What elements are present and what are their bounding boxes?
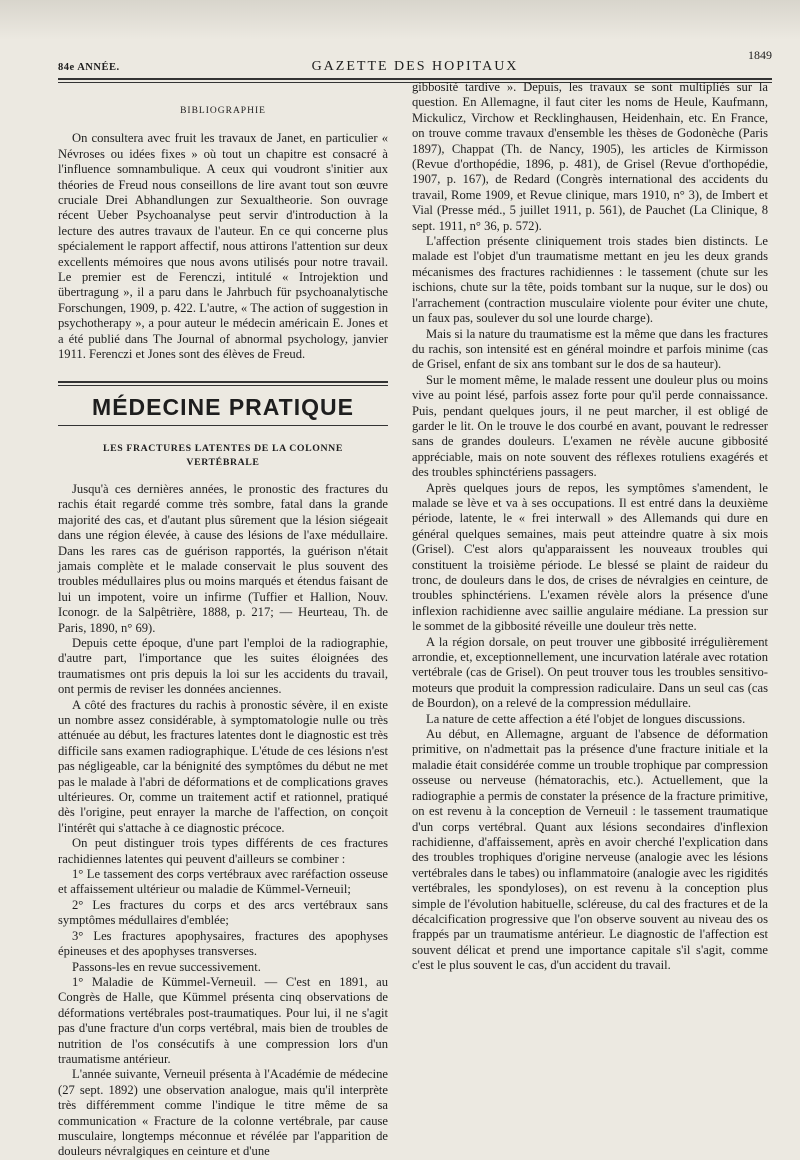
paragraph: gibbosité tardive ». Depuis, les travaux se sont multipliés sur la question. En Allemagne, il faut citer les noms de Heule, Kaufmann, Mickulicz, Virchow et Recklinghausen, Heidenhain, etc. En France, on trouve comme travaux d'ensemble les thèses de Godonèche (Paris 1897), Chappat (Th. de Nancy, 1905), les articles de Kirmisson (Revue d'orthopédie, 1896, p. 481), de Grisel (Revue d'orthopédie, 1907, p. 167), de Redard (Congrès international des accidents du travail, Rome 1909, et Revue clinique, mars 1910, n° 3), de Imbert et Vial (Presse méd., 5 juillet 1911, p. 561), de Pauchet (La Clinique, 8 sept. 1911, n° 36, p. 572).: [412, 80, 768, 233]
section-rule-thin: [58, 385, 388, 386]
paragraph: Après quelques jours de repos, les symptômes s'amendent, le malade se lève et va à ses occupations. Il est entré dans la deuxième période, latente, le « frei interwall » des Allemands qui dure en général quelques semaines, mais peut atteindre quatre à six mois (Grisel). C'est alors qu'apparaissent les nouveaux troubles qui constituent la troisième période. Le blessé se plaint de raideur du tronc, de douleurs dans le dos, de crises de névralgies en ceinture, de troubles sphinctériens. L'examen révèle alors la présence d'une inflexion rachidienne avec saillie angulaire médiane. La pression sur le sommet de la gibbosité réveille une douleur très nette.: [412, 480, 768, 634]
article-title: LES FRACTURES LATENTES DE LA COLONNE VERTÉBRALE: [103, 442, 343, 468]
paragraph: La nature de cette affection a été l'objet de longues discussions.: [426, 711, 746, 726]
paragraph: 1° Maladie de Kümmel-Verneuil. — C'est en 1891, au Congrès de Halle, que Kümmel présenta cinq observations de déformations vertébrales post-traumatiques. Pour lui, il ne s'agit pas d'une fracture d'un corps vertébral, mais bien de troubles de nutrition de l'os consécutifs à une compression lors d'un traumatisme antérieur.: [58, 974, 388, 1066]
volume-label: 84e ANNÉE.: [58, 62, 120, 73]
paragraph: A la région dorsale, on peut trouver une gibbosité irrégulièrement arrondie, et, exceptionnellement, une incurvation latérale avec rotation vertébrale (cas de Grisel). On peut trouver tous les troubles sensitivo-moteurs que produit la compression radiculaire. Dans un seul cas (cas de Bourdon), on a relevé de la compression médullaire.: [412, 634, 768, 711]
left-column: [58, 96, 388, 1160]
running-header: [58, 46, 772, 76]
page-top-shadow: [0, 0, 800, 40]
list-item: 1° Le tassement des corps vertébraux avec raréfaction osseuse et affaissement ultérieur ou maladie de Kümmel-Verneuil;: [58, 867, 388, 897]
biblio-paragraph: On consultera avec fruit les travaux de Janet, en particulier « Névroses ou idées fixes » où tout un chapitre est consacré à l'influence somnambulique. A ceux qui voudront s'initier aux théories de Freud nous conseillons de lire avant tout son œuvre cruciale Drei Abhandlungen zur Sexualtheorie. Son ouvrage récent Ueber Psychoanalyse peut servir d'introduction à la lecture des autres travaux de l'auteur. En ce qui concerne plus spécialement le rapport affectif, nous attirons l'attention sur deux excellents mémoires que nous avons utilisés pour notre travail. Le premier est de Ferenczi, intitulé « Introjektion und übertragung », il a paru dans le Jahrbuch für psychoanalytische Forschungen, 1909, p. 422. L'autre, « The action of suggestion in psychotherapy », a pour auteur le médecin américain E. Jones et a été publié dans The Journal of abnormal psychology, janvier 1911. Ferenczi et Jones sont des élèves de Freud.: [58, 131, 388, 362]
paragraph: Jusqu'à ces dernières années, le pronostic des fractures du rachis était regardé comme très sombre, fatal dans la grande majorité des cas, et d'autant plus sûrement que la lésion siégeait dans une région élevée, à cause des lésions de l'axe médullaire. Dans les rares cas de guérison rapportés, la guérison n'était jamais complète et le malade conservait le plus souvent des troubles médullaires plus ou moins marqués et étendus faisant de lui un impotent, voire un infirme (Tuffier et Hallion, Nouv. Iconogr. de la Salpêtrière, 1888, p. 217; — Heurteau, Th. de Paris, 1890, n° 69).: [58, 481, 388, 635]
paragraph: L'année suivante, Verneuil présenta à l'Académie de médecine (27 sept. 1892) une observation analogue, mais qu'il interprète très différemment comme l'indique le titre même de sa communication « Fracture de la colonne vertébrale, par cause musculaire, longtemps méconnue et révélée par l'apparition de douleurs névralgiques en ceinture et d'une: [58, 1067, 388, 1159]
section-rule-bottom: [58, 425, 388, 426]
paragraph: Sur le moment même, le malade ressent une douleur plus ou moins vive au point lésé, parfois assez forte pour qu'il perde connaissance. Puis, pendant quelques jours, il ne peut marcher, il est obligé de garder le lit. On le trouve le dos courbé en avant, pouvant le redresser sans de grandes douleurs. L'examen ne révèle aucune gibbosité appréciable, mais on note souvent des réflexes rotuliens exagérés et des troubles sphinctériens passagers.: [412, 372, 768, 480]
page-number: 1849: [748, 48, 772, 62]
right-column: [412, 80, 768, 974]
list-item: 3° Les fractures apophysaires, fractures des apophyses épineuses et des apophyses transverses.: [58, 928, 388, 959]
paragraph: L'affection présente cliniquement trois stades bien distincts. Le malade est l'objet d'un traumatisme mettant en jeu les deux grands mécanismes des fractures rachidiennes : le tassement (chute sur les ischions, chute sur la tête, poids tombant sur la nuque, sur le dos) ou l'arrachement (contraction musculaire violente pour éviter une chute, un faux pas, soulever du sol une lourde charge).: [412, 234, 768, 326]
paragraph: On peut distinguer trois types différents de ces fractures rachidiennes latentes qui peuvent d'ailleurs se combiner :: [58, 836, 388, 866]
paragraph: Mais si la nature du traumatisme est la même que dans les fractures du rachis, son intensité est en général moindre et parfois minime (cas de Grisel, enfant de six ans tombant sur le dos de sa hauteur).: [412, 326, 768, 372]
paragraph: Passons-les en revue successivement.: [72, 959, 261, 974]
section-rule: [58, 381, 388, 383]
paragraph: A côté des fractures du rachis à pronostic sévère, il en existe un nombre assez considérable, à symptomatologie nulle ou très atténuée au début, les fractures latentes dont le diagnostic est très difficile sans examen radiographique. L'étude de ces lésions n'est pas négligeable, car la bénignité des symptômes du début ne met pas le malade à l'abri de déformations et de complications graves ultérieures. Or, comme un traitement actif et rationnel, pratiqué dès l'origine, peut enrayer la marche de l'affection, on conçoit l'intérêt qui s'attache à ce diagnostic précoce.: [58, 697, 388, 835]
list-item: 2° Les fractures du corps et des arcs vertébraux sans symptômes médullaires d'emblée;: [58, 897, 388, 928]
section-title: BIBLIOGRAPHIE: [180, 106, 266, 116]
major-section-title: MÉDECINE PRATIQUE: [92, 393, 354, 420]
journal-title: GAZETTE DES HOPITAUX: [311, 59, 519, 74]
paragraph: Depuis cette époque, d'une part l'emploi de la radiographie, d'autre part, l'importance que les suites éloignées des traumatismes ont pris depuis la loi sur les accidents du travail, ont permis de reviser les données anciennes.: [58, 635, 388, 697]
paragraph: Au début, en Allemagne, arguant de l'absence de déformation primitive, on n'admettait pas la présence d'une fracture initiale et la maladie était considérée comme un trouble trophique par compression osseuse ou nerveuse (hématorachis, etc.). Actuellement, que la radiographie a permis de constater la présence de la fracture primitive, on est revenu à la conception de Verneuil : le tassement traumatique d'un corps vertébral. Quant aux lésions secondaires d'inflexion rachidienne, d'affaissement, après en avoir cherché l'explication dans des troubles trophiques d'origine nerveuse (analogie avec les lésions vertébrales dans le tabes) ou inflammatoire (analogie avec les rigidités vertébrales, les spondyloses), on est revenu à la conception plus simple de l'évolution habituelle, scléreuse, du cal des fractures et de la décalcification progressive que l'on observe souvent au niveau des os frappés par un traumatisme antérieur. Le diagnostic de l'affection est souvent délicat et prend une importance capitale s'il s'agit, comme c'est le plus souvent le cas, d'un accident du travail.: [412, 727, 768, 973]
